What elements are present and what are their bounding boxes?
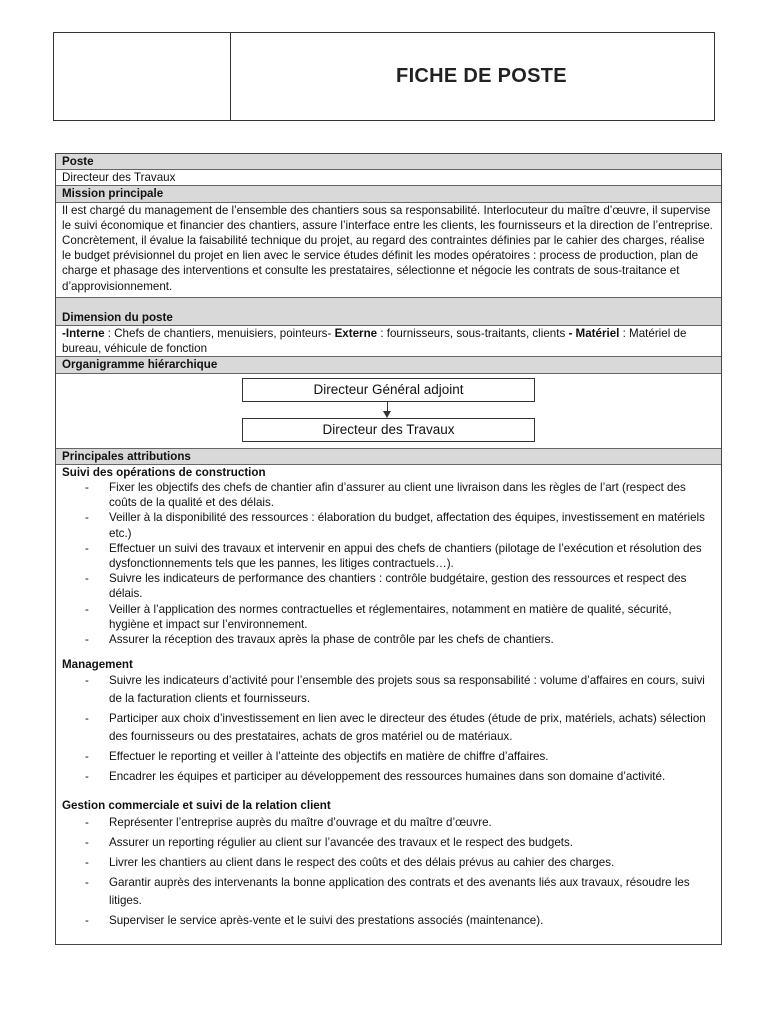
list-item: - Effectuer le reporting et veiller à l’atteinte des objectifs en matière de chiffre d’affaires. (62, 748, 715, 766)
list-item: - Effectuer un suivi des travaux et intervenir en appui des chefs de chantiers (pilotage de l’exécution et résolution des dysfonctionnements tels que les pannes, les litiges contractuels…). (62, 541, 715, 571)
org-box-top: Directeur Général adjoint (242, 378, 535, 402)
bullet-list (62, 480, 715, 647)
org-box-bottom: Directeur des Travaux (242, 418, 535, 442)
organigramme-heading: Organigramme hiérarchique (56, 357, 721, 373)
attributions-heading: Principales attributions (56, 449, 721, 465)
job-sheet (55, 153, 722, 945)
list-item: - Participer aux choix d’investissement en lien avec le directeur des études (étude de prix, matériels, achats) sélection des fournisseurs ou des prestataires, achats de gros matériel ou de matériaux. (62, 710, 715, 746)
poste-heading: Poste (56, 154, 721, 170)
list-item: - Livrer les chantiers au client dans le respect des coûts et des délais prévus au cahier des charges. (62, 854, 715, 872)
externe-label: Externe (334, 327, 378, 341)
org-chart (56, 374, 721, 449)
dimension-heading: Dimension du poste (56, 310, 721, 326)
arrow-down-icon (383, 411, 391, 418)
interne-label: -Interne (62, 327, 105, 341)
list-item: - Superviser le service après-vente et le suivi des prestations associés (maintenance). (62, 912, 715, 930)
mission-heading: Mission principale (56, 186, 721, 202)
subsection-title: Gestion commerciale et suivi de la relation client (62, 799, 331, 813)
list-item: - Assurer la réception des travaux après la phase de contrôle par les chefs de chantiers. (62, 632, 715, 647)
dimension-text (56, 326, 721, 357)
attributions-body (56, 465, 721, 944)
header-box (53, 32, 715, 121)
interne-text: : Chefs de chantiers, menuisiers, pointeurs- (104, 327, 335, 341)
materiel-text: : Matériel de bureau, véhicule de fonction (62, 327, 687, 356)
list-item: - Représenter l’entreprise auprès du maître d’ouvrage et du maître d’œuvre. (62, 814, 715, 832)
externe-text: : fournisseurs, sous-traitants, clients (377, 327, 569, 341)
list-item: - Fixer les objectifs des chefs de chantier afin d’assurer au client une livraison dans les règles de l’art (respect des coûts de la qualité et des délais. (62, 480, 715, 510)
subsection-title: Management (62, 658, 133, 672)
list-item: - Veiller à l’application des normes contractuelles et réglementaires, notamment en matière de qualité, sécurité, hygiène et impact sur l’environnement. (62, 602, 715, 632)
list-item: - Suivre les indicateurs de performance des chantiers : contrôle budgétaire, gestion des ressources et respect des délais. (62, 571, 715, 601)
section-gap (56, 298, 721, 310)
list-item: - Garantir auprès des intervenants la bonne application des contrats et des avenants liés aux travaux, résoudre les litiges. (62, 874, 715, 910)
header-logo-cell (54, 33, 231, 120)
materiel-label: - Matériel (568, 327, 620, 341)
list-item: - Assurer un reporting régulier au client sur l’avancée des travaux et le respect des budgets. (62, 834, 715, 852)
bullet-list (62, 814, 715, 930)
poste-value: Directeur des Travaux (56, 170, 721, 186)
list-item: - Veiller à la disponibilité des ressources : élaboration du budget, affectation des équipes, investissement en matériels etc.) (62, 510, 715, 540)
list-item: - Suivre les indicateurs d’activité pour l’ensemble des projets sous sa responsabilité : volume d’affaires en cours, suivi de la facturation clients et fournisseurs. (62, 672, 715, 708)
bullet-list (62, 672, 715, 786)
page-title: FICHE DE POSTE (396, 65, 567, 87)
list-item: - Encadrer les équipes et participer au développement des ressources humaines dans son domaine d’activité. (62, 768, 715, 786)
mission-text: Il est chargé du management de l’ensemble des chantiers sous sa responsabilité. Interlocuteur du maître d’œuvre, il supervise le suivi économique et financier des chantiers, assure l’interface entre les clients, les fournisseurs et la direction de l’entreprise. Concrètement, il évalue la faisabilité technique du projet, au regard des contraintes définies par le cahier des charges, réalise le budget prévisionnel du projet en lien avec le service études définit les modes opératoires : process de production, plan de charge et phasage des interventions et consulte les prestataires, sélectionne et négocie les contrats de sous-traitance et d’approvisionnement. (56, 203, 721, 298)
subsection-title: Suivi des opérations de construction (62, 465, 266, 479)
